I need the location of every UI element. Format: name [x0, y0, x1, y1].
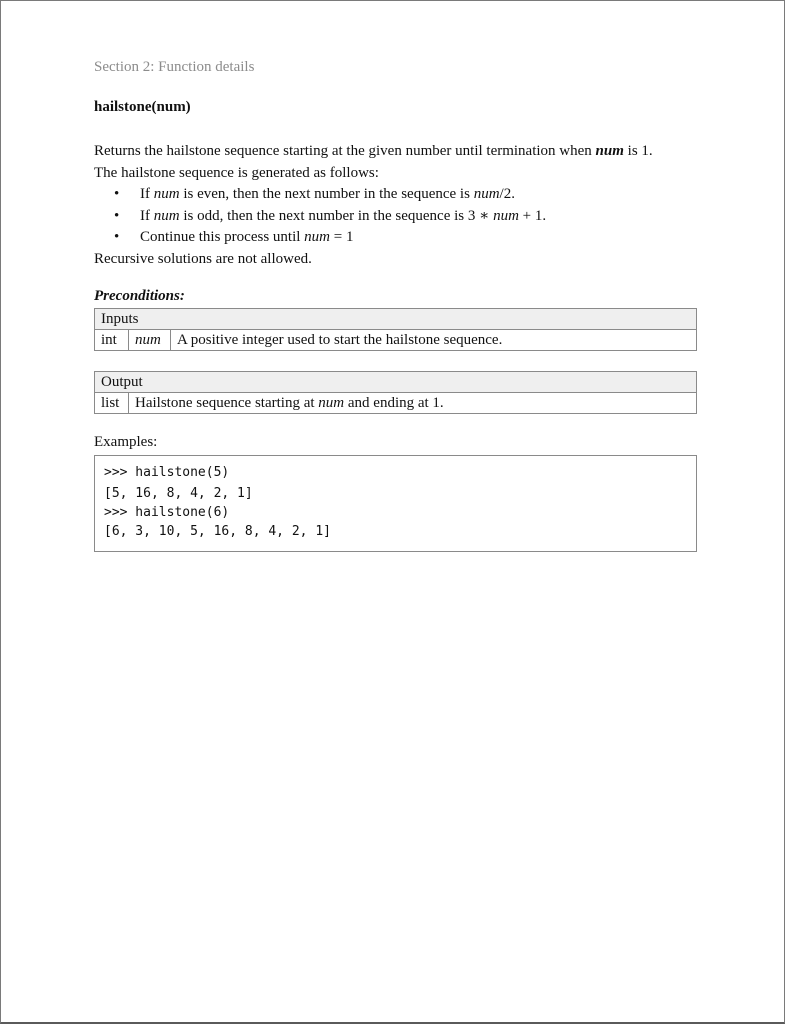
output-header-row — [95, 372, 697, 393]
inputs-header-row — [95, 309, 697, 330]
var-num: num — [595, 143, 624, 159]
description-line-1: Returns the hailstone sequence starting at the given number until termination when num is 1. — [94, 143, 653, 159]
bullet-icon: • — [114, 229, 120, 245]
output-table — [94, 371, 697, 414]
code-line: [6, 3, 10, 5, 16, 8, 4, 2, 1] — [104, 524, 331, 539]
input-type: int — [95, 330, 129, 351]
input-name: num — [129, 330, 171, 351]
rule-item-even: • If num is even, then the next number in the sequence is num/2. — [94, 184, 714, 206]
preconditions-heading: Preconditions: — [94, 288, 185, 304]
inputs-header: Inputs — [95, 309, 697, 330]
input-description: A positive integer used to start the hailstone sequence. — [171, 330, 697, 351]
code-line: [5, 16, 8, 4, 2, 1] — [104, 486, 253, 501]
rules-list — [94, 184, 714, 249]
code-line: >>> hailstone(6) — [104, 505, 230, 520]
rule-item-continue: • Continue this process until num = 1 — [94, 227, 714, 249]
examples-label: Examples: — [94, 434, 158, 450]
description-closing: Recursive solutions are not allowed. — [94, 250, 312, 267]
code-line: >>> hailstone(5) — [104, 465, 230, 480]
bullet-icon: • — [114, 186, 120, 202]
bullet-icon: • — [114, 207, 120, 224]
section-header: Section 2: Function details — [94, 59, 255, 75]
input-row — [95, 330, 697, 351]
code-example-box — [94, 455, 697, 552]
output-header: Output — [95, 372, 697, 393]
output-row — [95, 393, 697, 414]
output-description: Hailstone sequence starting at num and ending at 1. — [129, 393, 697, 414]
rule-item-odd: • If num is odd, then the next number in the sequence is 3 ∗ num + 1. — [94, 206, 714, 228]
inputs-table — [94, 308, 697, 351]
description-line-2: The hailstone sequence is generated as follows: — [94, 164, 379, 181]
output-type: list — [95, 393, 129, 414]
function-title: hailstone(num) — [94, 99, 191, 115]
function-description — [94, 141, 714, 270]
